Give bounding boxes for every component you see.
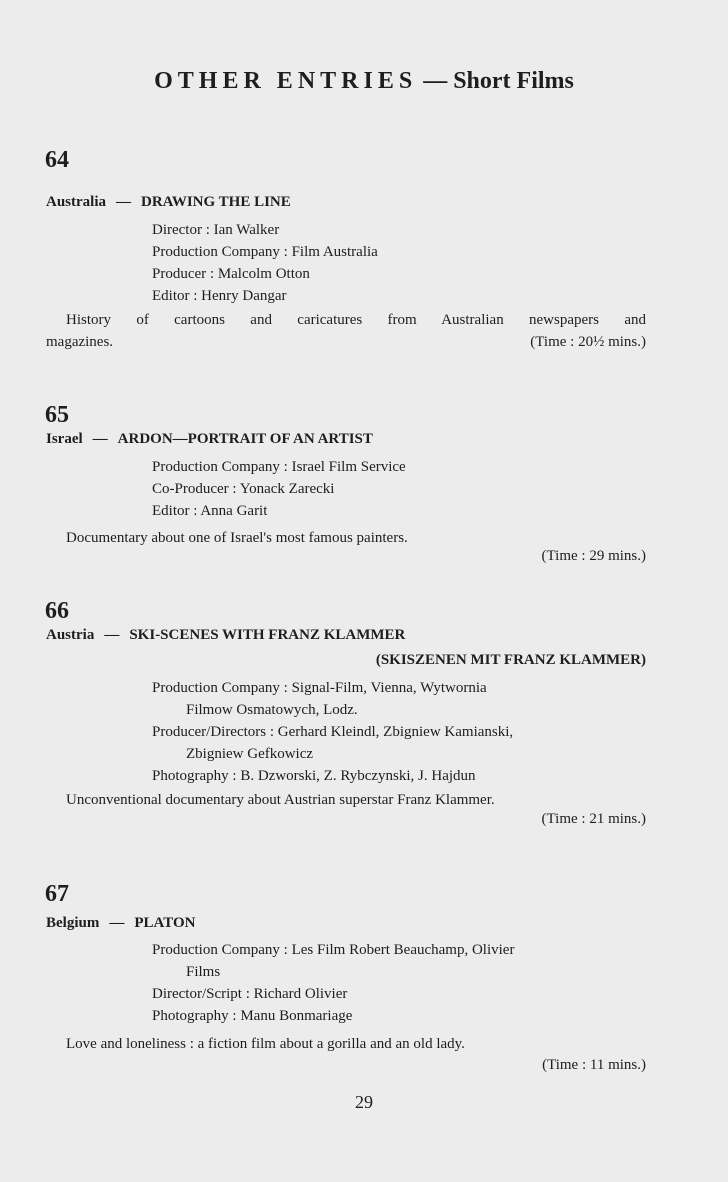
entry-title: ARDON—PORTRAIT OF AN ARTIST [117,431,373,447]
title-subtitle: Short Films [453,68,574,94]
credit-line-cont: Films [186,964,221,980]
entry-description: History of cartoons and caricatures from Australian newspapers and [66,312,646,328]
entry-description: Unconventional documentary about Austrian superstar Franz Klammer. [66,792,495,808]
credit-line: Production Company : Signal-Film, Vienna, Wytwornia [152,680,487,696]
entry-country: Austria [46,627,95,643]
entry-credits [152,456,652,522]
credit-line: Director/Script : Richard Olivier [152,986,348,1002]
entry-credits [152,219,652,307]
title-main: OTHER ENTRIES [154,68,418,94]
entry-dash: — [104,627,120,643]
entry-credits [152,939,652,1027]
credit-line-cont: Zbigniew Gefkowicz [186,746,314,762]
credit-line: Director : Ian Walker [152,222,280,238]
entry-description: Documentary about one of Israel's most famous painters. [66,530,408,546]
entry-title: DRAWING THE LINE [141,194,291,210]
entry-dash: — [116,194,131,210]
entry-heading [46,192,648,212]
credit-line: Producer/Directors : Gerhard Kleindl, Zbigniew Kamianski, [152,724,514,740]
entry-number: 67 [45,881,69,907]
credit-line: Editor : Henry Dangar [152,288,287,304]
entry-number: 66 [45,598,69,624]
entry-description: Love and loneliness : a fiction film about a gorilla and an old lady. [66,1036,465,1052]
credit-line: Producer : Malcolm Otton [152,266,310,282]
credit-line: Production Company : Film Australia [152,244,378,260]
entry-number: 65 [45,402,69,428]
credit-line-cont: Filmow Osmatowych, Lodz. [186,702,358,718]
entry-title-alt: (SKISZENEN MIT FRANZ KLAMMER) [375,652,646,668]
entry-heading [46,913,648,933]
entry-country: Israel [46,431,83,447]
entry-heading [46,625,648,645]
page-number: 29 [355,1092,373,1112]
page-title [0,68,728,95]
credit-line: Production Company : Israel Film Service [152,459,406,475]
entry-time: (Time : 21 mins.) [541,811,646,827]
entry-time: (Time : 20½ mins.) [530,334,646,350]
entry-heading [46,429,648,449]
entry-number: 64 [45,147,69,173]
credit-line: Editor : Anna Garit [152,503,268,519]
entry-time: (Time : 29 mins.) [541,548,646,564]
entry-country: Australia [46,194,106,210]
entry-dash: — [109,915,125,931]
entry-title: PLATON [134,915,196,931]
entry-credits [152,677,652,787]
entry-dash: — [92,431,108,447]
credit-line: Co-Producer : Yonack Zarecki [152,481,335,497]
credit-line: Photography : B. Dzworski, Z. Rybczynski, J. Hajdun [152,768,476,784]
credit-line: Production Company : Les Film Robert Beauchamp, Olivier [152,942,515,958]
entry-title: SKI-SCENES WITH FRANZ KLAMMER [129,627,406,643]
entry-time: (Time : 11 mins.) [542,1057,646,1073]
title-dash: — [423,68,448,94]
entry-description-cont: magazines. [46,334,114,350]
credit-line: Photography : Manu Bonmariage [152,1008,353,1024]
entry-country: Belgium [46,915,100,931]
